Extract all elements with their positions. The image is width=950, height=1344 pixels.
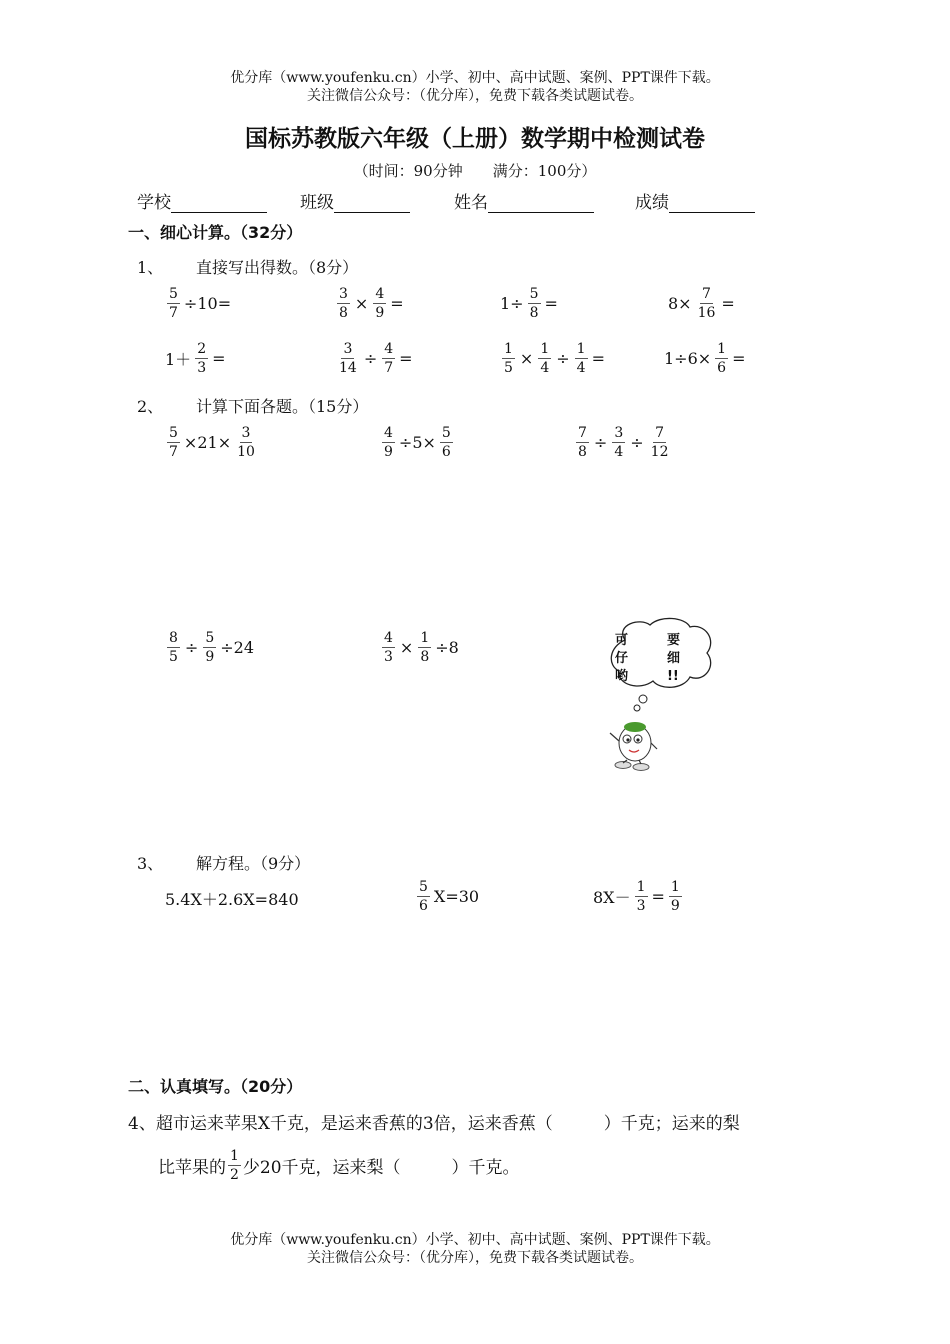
section-1-heading: 一、细心计算。（32分） [128, 223, 303, 242]
fraction-numerator: 4 [384, 341, 394, 357]
fraction-denominator: 7 [169, 305, 178, 321]
fraction-numerator: 3 [343, 341, 353, 357]
fraction-denominator: 10 [237, 444, 255, 460]
fraction-denominator: 2 [230, 1167, 239, 1183]
expr-middle: ×21× [183, 433, 232, 452]
fraction-denominator: 8 [578, 444, 587, 460]
question-3-text: 解方程。（9分） [196, 854, 311, 873]
expr-tail: = [390, 294, 404, 313]
field-score [635, 188, 755, 213]
q1-item-8 [664, 341, 746, 376]
operator: ÷ [184, 638, 199, 657]
expr-tail: ÷24 [220, 638, 255, 657]
field-school [137, 188, 267, 213]
fraction-numerator: 1 [230, 1148, 239, 1164]
operator: × [519, 349, 534, 368]
fraction-denominator: 14 [339, 360, 357, 376]
expr-prefix: 8× [668, 294, 692, 313]
question-4-line-2 [158, 1148, 520, 1183]
bubble-char: !! [667, 669, 679, 684]
fraction-denominator: 6 [717, 360, 727, 376]
fraction-numerator: 3 [241, 425, 251, 441]
fraction-denominator: 5 [169, 649, 178, 665]
fraction-numerator: 8 [169, 630, 178, 646]
fraction-numerator: 4 [384, 425, 393, 441]
q2-item-1 [165, 425, 259, 460]
q1-item-5 [165, 341, 226, 376]
q1-item-7 [500, 341, 605, 376]
cartoon-illustration [605, 615, 720, 780]
fraction-denominator: 7 [384, 360, 394, 376]
bubble-char: 哟 [615, 669, 629, 684]
question-3-number: 3、 [137, 854, 164, 873]
expr-prefix: 1÷ [500, 294, 524, 313]
q2-item-2 [380, 425, 455, 460]
fraction-numerator: 4 [384, 630, 393, 646]
fraction-denominator: 12 [650, 444, 669, 460]
field-score-label: 成绩 [635, 193, 669, 213]
fraction-denominator: 9 [384, 444, 393, 460]
fraction-numerator: 2 [197, 341, 207, 357]
fraction-numerator: 5 [529, 286, 539, 302]
operator: × [354, 294, 369, 313]
fraction-denominator: 8 [339, 305, 348, 321]
fraction-numerator: 7 [578, 425, 587, 441]
field-score-blank[interactable] [669, 194, 755, 213]
field-name-blank[interactable] [488, 194, 594, 213]
subtitle: （时间：90分钟 满分：100分） [353, 162, 597, 180]
fraction-numerator: 5 [169, 286, 178, 302]
expr-middle: ÷5× [398, 433, 436, 452]
expr-tail: = [591, 349, 605, 368]
field-name-label: 姓名 [454, 193, 488, 213]
expr-prefix: 8X－ [593, 888, 631, 907]
fraction-numerator: 1 [636, 879, 646, 895]
q2-item-5 [380, 630, 459, 665]
fraction-denominator: 4 [540, 360, 550, 376]
fraction-numerator: 5 [441, 425, 451, 441]
question-2-number: 2、 [137, 397, 164, 416]
fraction-denominator: 9 [375, 305, 385, 321]
section-2-heading: 二、认真填写。（20分） [128, 1077, 303, 1096]
q4-text-before: 比苹果的 [158, 1158, 226, 1178]
q1-item-4 [668, 286, 735, 321]
operator: ÷ [630, 433, 644, 452]
expr-middle: = [651, 887, 665, 906]
q1-item-1 [165, 286, 231, 321]
fraction-denominator: 3 [636, 898, 646, 914]
fraction-numerator: 7 [655, 425, 665, 441]
question-1-text: 直接写出得数。（8分） [196, 258, 359, 277]
fraction-denominator: 8 [420, 649, 430, 665]
footer-line-2: 关注微信公众号：（优分库），免费下载各类试题试卷。 [307, 1250, 643, 1266]
q2-item-4 [165, 630, 254, 665]
equation-text: 5.4X＋2.6X=840 [165, 890, 299, 909]
page-title: 国标苏教版六年级（上册）数学期中检测试卷 [245, 126, 705, 152]
fraction-denominator: 6 [419, 898, 428, 914]
fraction-numerator: 1 [420, 630, 430, 646]
fraction-denominator: 9 [205, 649, 215, 665]
header-line-2: 关注微信公众号：（优分库），免费下载各类试题试卷。 [307, 88, 643, 104]
fraction-numerator: 3 [614, 425, 624, 441]
q1-item-3 [500, 286, 558, 321]
header-line-1: 优分库（www.youfenku.cn）小学、初中、高中试题、案例、PPT课件下载。 [230, 70, 720, 86]
fraction-numerator: 1 [540, 341, 550, 357]
q3-equation-1 [165, 887, 299, 910]
operator: × [399, 638, 414, 657]
bubble-column-2 [667, 632, 680, 686]
q3-equation-3 [593, 879, 684, 914]
fraction-denominator: 4 [614, 444, 624, 460]
fraction-denominator: 3 [384, 649, 393, 665]
q2-item-3 [574, 425, 672, 460]
expr-tail: ÷10= [183, 294, 232, 313]
expr-tail: ÷8 [435, 638, 459, 657]
fraction-numerator: 1 [504, 341, 513, 357]
expr-tail: = [721, 294, 735, 313]
fraction-numerator: 1 [717, 341, 727, 357]
field-school-label: 学校 [137, 193, 171, 213]
expr-prefix: 1÷6× [664, 349, 712, 368]
field-class-label: 班级 [300, 193, 334, 213]
question-2-text: 计算下面各题。（15分） [196, 397, 369, 416]
fraction-denominator: 16 [697, 305, 716, 321]
expr-tail: X=30 [433, 887, 480, 906]
q1-item-6 [335, 341, 413, 376]
operator: ÷ [363, 349, 378, 368]
fraction-numerator: 5 [419, 879, 428, 895]
field-class-blank[interactable] [334, 194, 410, 213]
bubble-char: 要 [667, 633, 681, 648]
question-1-number: 1、 [137, 258, 164, 277]
fraction-numerator: 3 [339, 286, 348, 302]
fraction-numerator: 5 [169, 425, 178, 441]
field-school-blank[interactable] [171, 194, 267, 213]
bubble-column-1 [615, 632, 628, 686]
operator: ÷ [593, 433, 608, 452]
fraction-denominator: 5 [504, 360, 513, 376]
bubble-char: 可 [615, 633, 629, 648]
fraction-denominator: 3 [197, 360, 207, 376]
expr-tail: = [212, 349, 226, 368]
operator: ÷ [556, 349, 570, 368]
footer-line-1: 优分库（www.youfenku.cn）小学、初中、高中试题、案例、PPT课件下载。 [230, 1232, 720, 1248]
question-4-line-1: 4、超市运来苹果X千克，是运来香蕉的3倍，运来香蕉（ ）千克；运来的梨 [128, 1114, 740, 1134]
fraction-numerator: 5 [205, 630, 215, 646]
expr-tail: = [399, 349, 413, 368]
field-class [300, 188, 410, 213]
fraction-denominator: 6 [441, 444, 451, 460]
fraction-numerator: 7 [702, 286, 711, 302]
field-name [454, 188, 594, 213]
fraction-denominator: 9 [670, 898, 680, 914]
q3-equation-2 [415, 879, 479, 914]
q4-text-after: 少20千克，运来梨（ ）千克。 [242, 1158, 520, 1178]
fraction-denominator: 8 [529, 305, 539, 321]
fraction-numerator: 1 [670, 879, 680, 895]
expr-tail: = [732, 349, 746, 368]
expr-prefix: 1＋ [165, 350, 192, 369]
bubble-char: 仔 [615, 651, 629, 666]
fraction-numerator: 4 [375, 286, 385, 302]
fraction-numerator: 1 [576, 341, 586, 357]
fraction-denominator: 7 [169, 444, 178, 460]
expr-tail: = [544, 294, 558, 313]
q1-item-2 [335, 286, 404, 321]
fraction-denominator: 4 [576, 360, 586, 376]
bubble-char: 细 [667, 651, 681, 666]
